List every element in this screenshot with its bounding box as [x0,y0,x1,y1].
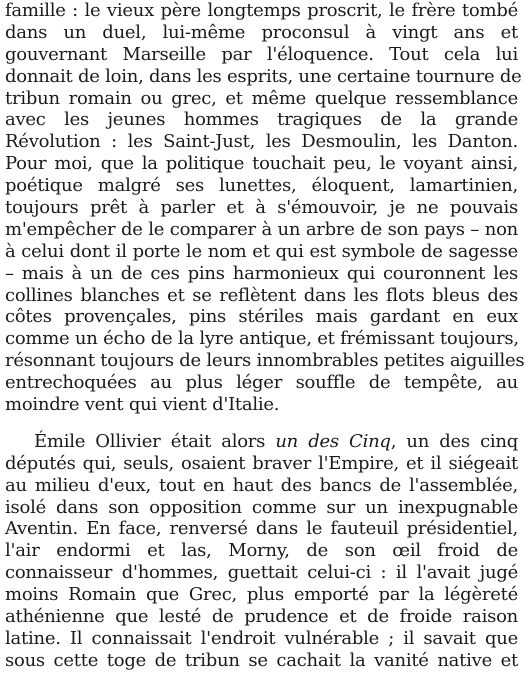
text-line: Révolution : les Saint-Just, les Desmoulin, les Danton. [5,131,518,153]
text-line: athénienne que lesté de prudence et de froide raison [5,606,518,628]
text-line: à celui dont il porte le nom et qui est symbole de sagesse [5,240,518,262]
document-page [5,0,525,672]
text-line: moindre vent qui vient d'Italie. [5,394,280,416]
text-line: députés qui, seuls, osaient braver l'Empire, et il siégeait [5,452,518,474]
text-line: connaisseur d'hommes, guettait celui-ci : il l'avait jugé [5,562,518,584]
text-line: comme un écho de la lyre antique, et frémissant toujours, [5,328,519,350]
text-line: tribun romain ou grec, et même quelque ressemblance [5,87,518,109]
text-line: m'empêcher de le comparer à un arbre de son pays – non [5,218,518,240]
text-line: entrechoquées au plus léger souffle de tempête, au [5,372,518,394]
text-line: toujours prêt à parler et à s'émouvoir, je ne pouvais [5,197,518,219]
text-line: poétique malgré ses lunettes, éloquent, lamartinien, [5,175,518,197]
text-line: côtes provençales, pins stériles mais gardant en eux [5,306,518,328]
paragraph-gap [5,416,518,431]
text-line: l'air endormi et las, Morny, de son œil froid de [5,540,518,562]
text-line: collines blanches et se reflètent dans les flots bleus des [5,284,518,306]
paragraph-1 [5,0,525,416]
text-line: latine. Il connaissait l'endroit vulnérable ; il savait que [5,627,518,649]
text-run: Émile Ollivier était alors [34,430,276,452]
text-line: dans un duel, lui-même proconsul à vingt ans et [5,21,518,43]
paragraph-2 [5,431,518,672]
text-line: Pour moi, que la politique touchait peu, le voyant ainsi, [5,153,518,175]
text-line: isolé dans son opposition comme sur un inexpugnable [5,496,518,518]
text-line: Aventin. En face, renversé dans le fauteuil présidentiel, [5,518,518,540]
text-line-first [5,431,518,453]
text-line: sous cette toge de tribun se cachait la vanité native et [5,649,518,671]
text-line: famille : le vieux père longtemps proscrit, le frère tombé [5,0,518,21]
text-run: , un des cinq [390,430,519,452]
italic-phrase: un des Cinq [275,430,391,452]
text-line: donnait de loin, dans les esprits, une certaine tournure de [5,65,522,87]
text-line: au milieu d'eux, tout en haut des bancs de l'assemblée, [5,474,518,496]
text-line: résonnant toujours de leurs innombrables petites aiguilles [5,350,525,372]
text-line: avec les jeunes hommes tragiques de la grande [5,109,518,131]
text-line: gouvernant Marseille par l'éloquence. Tout cela lui [5,43,518,65]
text-line: – mais à un de ces pins harmonieux qui couronnent les [5,262,518,284]
text-line: moins Romain que Grec, plus emporté par la légèreté [5,584,518,606]
